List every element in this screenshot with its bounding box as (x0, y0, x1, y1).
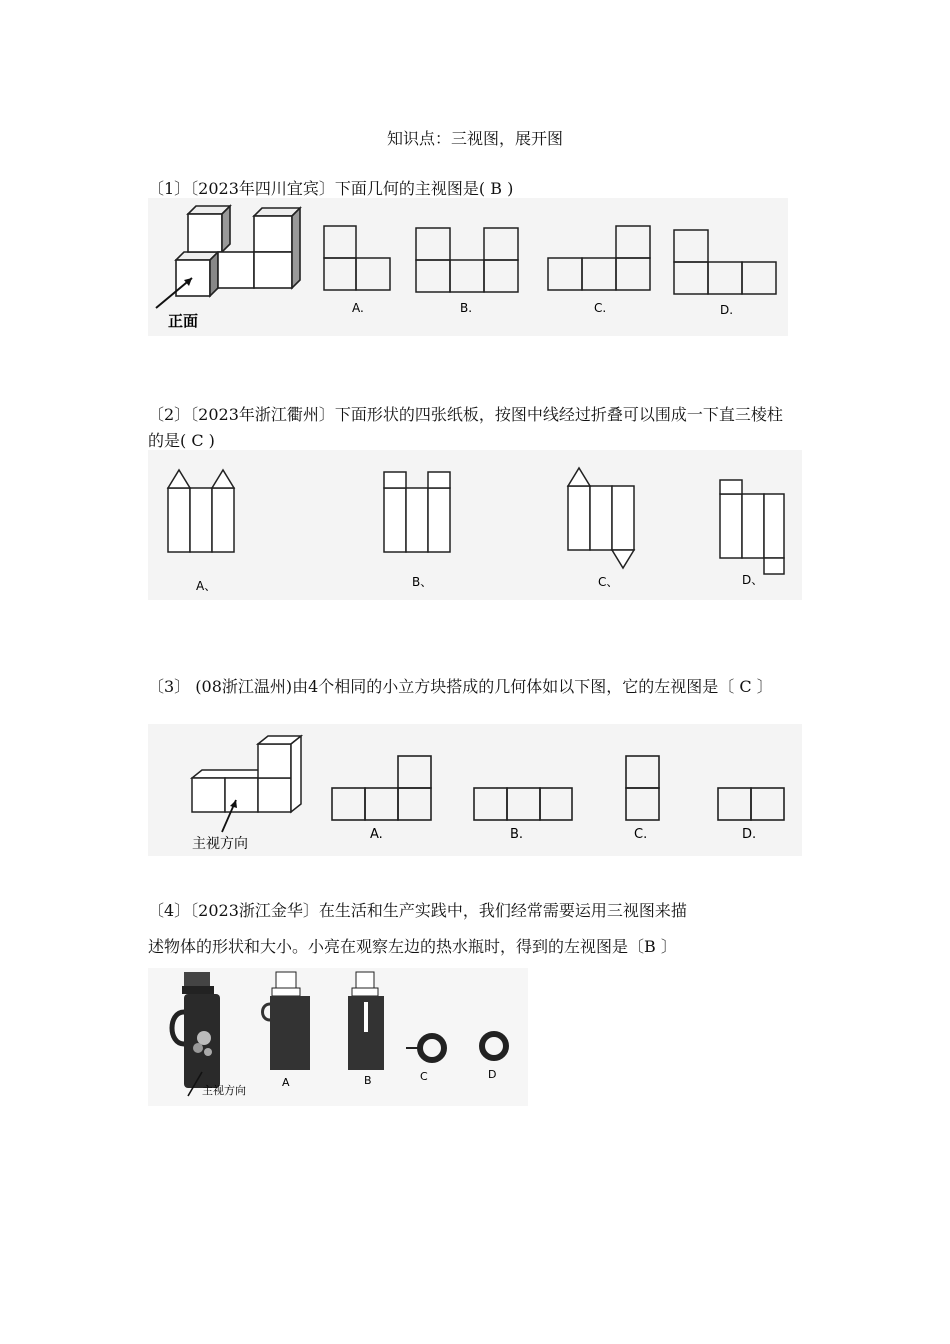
question-1-text: 〔1〕〔2023年四川宜宾〕下面几何的主视图是( B ) (148, 179, 514, 198)
front-label: 正面 (168, 312, 199, 330)
question-2-text: 〔2〕〔2023年浙江衢州〕下面形状的四张纸板，按图中线经过折叠可以围成一下直三棱柱的是( C ) (148, 405, 783, 450)
question-4-text-line2: 述物体的形状和大小。小亮在观察左边的热水瓶时，得到的左视图是〔B 〕 (148, 937, 677, 956)
option-c-label: C (420, 1070, 428, 1083)
question-3-text: 〔3〕 (08浙江温州)由4个相同的小立方块搭成的几何体如以下图，它的左视图是〔 C 〕 (148, 677, 773, 696)
question-4-figure (148, 968, 528, 1106)
option-d-label: D (488, 1068, 497, 1081)
direction-label: 主视方向 (192, 836, 248, 852)
page-title: 知识点：三视图，展开图 (386, 129, 563, 148)
option-c-label: C. (634, 827, 648, 842)
question-2-figure (148, 450, 802, 600)
option-c-label: C、 (598, 575, 619, 589)
option-d-label: D、 (742, 573, 764, 587)
option-d-label: D. (742, 827, 757, 842)
figure-background (148, 450, 802, 600)
question-1-figure (148, 198, 788, 336)
option-c-label: C. (594, 301, 607, 315)
option-b-label: B. (460, 301, 473, 315)
question-4-text-line1: 〔4〕〔2023浙江金华〕在生活和生产实践中，我们经常需要运用三视图来描 (148, 901, 687, 920)
option-a-label: A、 (196, 579, 217, 593)
direction-label: 主视方向 (202, 1084, 246, 1097)
option-b-label: B、 (412, 575, 433, 589)
option-a-label: A. (370, 827, 383, 842)
question-3-figure (148, 724, 802, 856)
option-a-label: A (282, 1076, 290, 1089)
option-d-label: D. (720, 303, 734, 317)
option-b-label: B (364, 1074, 372, 1087)
option-b-label: B. (510, 827, 524, 842)
option-a-label: A. (352, 301, 364, 315)
